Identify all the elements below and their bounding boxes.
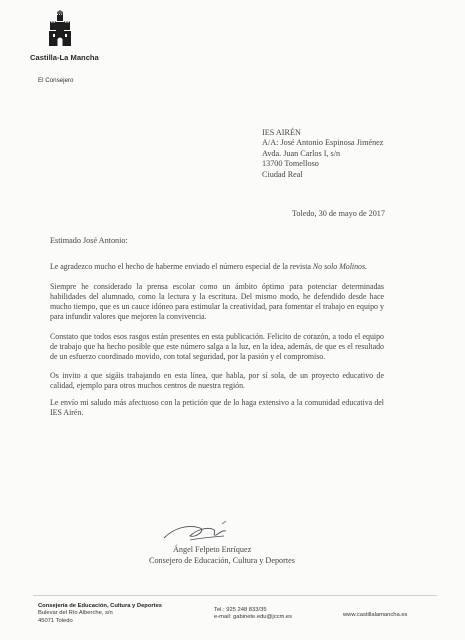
paragraph: Constato que todos esos rasgos están presentes en esta publicación. Felicito de corazón, a todo el equipo de trabajo que ha hecho posible que este número salga a la luz, en la idea, además, de que es el resultado de un esfuerzo coordinado movido, con total seguridad, por la pasión y el compromiso. (50, 331, 384, 361)
recipient-line: Ciudad Real (262, 169, 303, 179)
brand-name: Castilla-La Mancha (30, 53, 99, 62)
recipient-line: Avda. Juan Carlos I, s/n (262, 148, 341, 158)
paragraph (50, 262, 384, 272)
footer-phone: Tel.: 925 248 833/35 (214, 607, 267, 613)
footer-address-line: 45071 Toledo (38, 617, 73, 624)
castle-crest-icon (47, 10, 73, 48)
footer-website: www.castillalamancha.es (343, 612, 408, 618)
department-label: El Consejero (38, 77, 74, 84)
magazine-title: No solo Molinos. (312, 262, 368, 271)
footer-contact (214, 607, 292, 622)
recipient-line: IES AIRÉN (262, 128, 301, 137)
footer-address-line: Bulevar del Río Alberche, s/n (38, 610, 113, 617)
paragraph: Le envío mi saludo más afectuoso con la petición que de lo haga extensivo a la comunidad educativa del IES Airén. (50, 398, 384, 417)
recipient-line: A/A: José Antonio Espinosa Jiménez (262, 138, 384, 148)
signer-block (149, 545, 295, 566)
handwritten-signature (160, 518, 240, 544)
footer-email: e-mail: gabinete.edu@jccm.es (214, 614, 293, 621)
recipient-line: 13700 Tomelloso (262, 159, 319, 169)
signer-name: Ángel Felpeto Enríquez (173, 545, 252, 554)
logo (30, 10, 99, 62)
footer-address (38, 603, 162, 625)
signer-role: Consejero de Educación, Cultura y Deportes (149, 555, 295, 565)
footer-org: Consejería de Educación, Cultura y Deportes (38, 603, 163, 609)
paragraph: Siempre he considerado la prensa escolar como un ámbito óptimo para potenciar determinadas habilidades del alumnado, como la lectura y la escritura. Del mismo modo, he defendido desde hace mucho tiempo, que es un cauce idóneo para estimular la creatividad, para fomentar el trabajo en equipo y para infundir valores que mejoren la convivencia. (50, 281, 384, 321)
paragraph: Os invito a que sigáis trabajando en esta línea, que habla, por sí sola, de un proyecto educativo de calidad, ejemplo para otros muchos centros de nuestra región. (50, 371, 384, 390)
paragraph-text: Le agradezco mucho el hecho de haberme enviado el número especial de la revista (50, 262, 313, 271)
letter-date: Toledo, 30 de mayo de 2017 (291, 209, 385, 218)
letter-body (50, 262, 384, 425)
footer-divider (33, 595, 437, 596)
recipient-address (262, 128, 383, 180)
salutation: Estimado José Antonio: (50, 236, 128, 245)
